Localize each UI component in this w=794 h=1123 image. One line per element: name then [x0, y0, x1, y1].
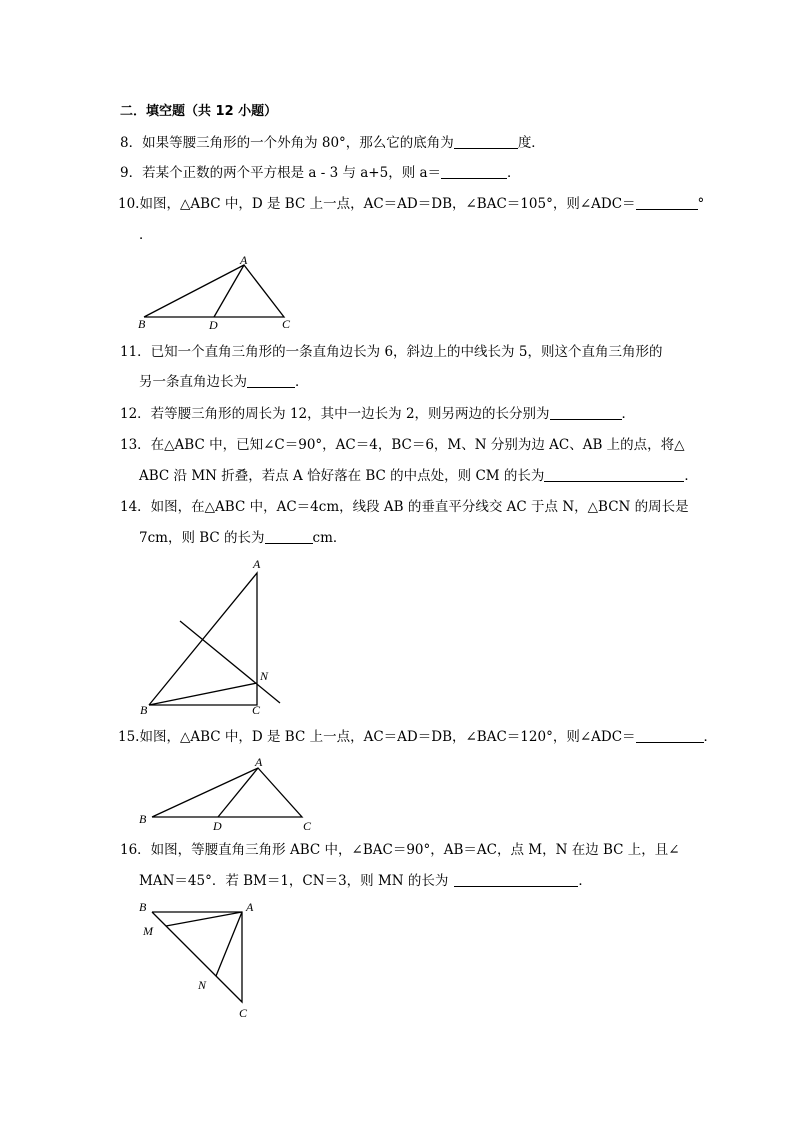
question-8: [120, 134, 545, 152]
fig14-label-c: C: [252, 703, 261, 717]
fig14-label-a: A: [253, 557, 261, 571]
q14-line2: [139, 529, 346, 547]
fig15-label-b: B: [139, 812, 147, 826]
fig16-segment-am: [166, 912, 242, 926]
fig14-label-b: B: [140, 703, 148, 717]
fig14-label-n: N: [260, 669, 269, 683]
fig16-segment-an: [216, 912, 242, 976]
fig14-triangle: [149, 573, 257, 705]
fig15-segment-ad: [218, 768, 258, 817]
question-9: [120, 164, 521, 182]
figure-q15: [134, 753, 324, 833]
figure-q16: [134, 898, 274, 1023]
fig16-label-c: C: [239, 1006, 248, 1020]
fig16-label-b: B: [139, 900, 147, 914]
question-12: [120, 405, 635, 423]
fig16-label-m: M: [143, 924, 153, 938]
q11-blank[interactable]: [247, 373, 295, 388]
q16-text: MAN＝45°．若 BM＝1，CN＝3，则 MN 的长为: [139, 873, 449, 889]
q10-blank[interactable]: [636, 195, 698, 210]
question-14: 14．如图，在△ABC 中，AC＝4cm，线段 AB 的垂直平分线交 AC 于点 N，△BCN 的周长是: [120, 499, 689, 515]
q11-text: 另一条直角边长为: [139, 374, 247, 390]
fig16-label-a: A: [246, 900, 254, 914]
q15-suffix: ．: [703, 729, 718, 745]
q13-text: ABC 沿 MN 折叠，若点 A 恰好落在 BC 的中点处，则 CM 的长为: [139, 468, 545, 484]
q9-suffix: ．: [507, 165, 521, 181]
fig10-label-a: A: [240, 255, 248, 267]
q16-line2: [139, 872, 592, 890]
fig10-label-d: D: [209, 318, 218, 332]
fig15-label-d: D: [213, 819, 222, 833]
q10-text: 10.如图，△ABC 中，D 是 BC 上一点，AC＝AD＝DB，∠BAC＝105°，则∠ADC＝: [118, 196, 636, 212]
fig10-triangle: [144, 265, 284, 317]
question-16: 16．如图，等腰直角三角形 ABC 中，∠BAC＝90°，AB＝AC，点 M，N 在边 BC 上，且∠: [120, 842, 680, 858]
fig16-label-n: N: [198, 978, 207, 992]
q14-blank[interactable]: [265, 529, 313, 544]
fig14-bisector: [180, 621, 280, 703]
q8-blank[interactable]: [454, 134, 518, 149]
q13-suffix: ．: [684, 468, 698, 484]
q15-blank[interactable]: [636, 728, 704, 743]
q10-suffix: °: [697, 196, 705, 212]
fig16-triangle: [152, 912, 242, 1002]
fig15-label-a: A: [255, 755, 263, 769]
q9-blank[interactable]: [441, 164, 507, 179]
q12-text: 12．若等腰三角形的周长为 12，其中一边长为 2，则另两边的长分别为: [120, 406, 550, 422]
q11-line2: [139, 373, 309, 391]
q8-suffix: 度．: [517, 135, 545, 151]
fig10-label-c: C: [282, 317, 291, 331]
q10-line2: ．: [139, 227, 153, 243]
q9-text: 9．若某个正数的两个平方根是 a - 3 与 a+5，则 a＝: [120, 165, 442, 181]
q12-blank[interactable]: [550, 405, 622, 420]
section-title: 二．填空题（共 12 小题）: [120, 104, 278, 119]
fig10-label-b: B: [138, 317, 146, 331]
question-10: [118, 195, 704, 213]
q12-suffix: ．: [621, 406, 636, 422]
q15-text: 15.如图，△ABC 中，D 是 BC 上一点，AC＝AD＝DB，∠BAC＝120°，则∠ADC＝: [118, 729, 636, 745]
question-13: 13．在△ABC 中，已知∠C＝90°，AC＝4，BC＝6，M、N 分别为边 AC、AB 上的点，将△: [120, 437, 685, 453]
q13-line2: [139, 467, 698, 485]
q14-suffix: cm．: [312, 530, 347, 546]
q13-blank[interactable]: [544, 467, 684, 482]
question-11: 11．已知一个直角三角形的一条直角边长为 6，斜边上的中线长为 5，则这个直角三角形的: [120, 344, 663, 360]
question-15: [118, 728, 717, 746]
figure-q14: [134, 555, 294, 720]
figure-q10: [134, 255, 304, 335]
q8-text: 8．如果等腰三角形的一个外角为 80°，那么它的底角为: [120, 135, 454, 151]
fig15-triangle: [152, 768, 302, 817]
q14-text: 7cm，则 BC 的长为: [139, 530, 265, 546]
q16-suffix: ．: [578, 873, 592, 889]
fig14-segment-bn: [149, 683, 257, 705]
q11-suffix: ．: [295, 374, 309, 390]
fig15-label-c: C: [303, 819, 312, 833]
q16-blank[interactable]: [454, 872, 578, 887]
